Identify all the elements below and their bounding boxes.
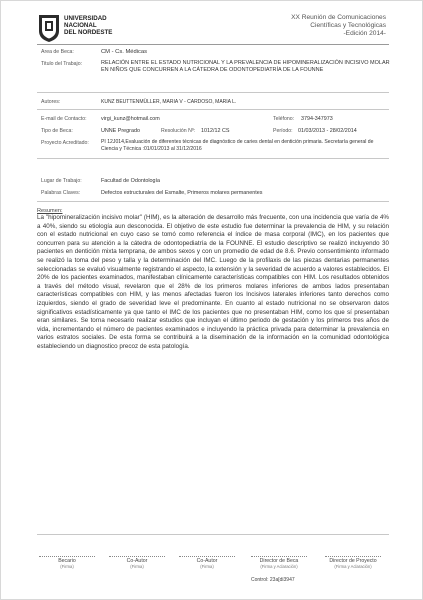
signature-line — [109, 556, 165, 557]
signature-title: Director de Proyecto — [329, 558, 377, 564]
signature-coautor-1 — [107, 556, 167, 569]
signature-director-beca — [249, 556, 309, 569]
titulo-label: Titulo del Trabajo: — [41, 61, 83, 67]
email-label: E-mail de Contacto: — [41, 116, 87, 122]
signature-title: Becario — [58, 558, 76, 564]
control-label: Control: — [251, 577, 269, 583]
titulo-value: RELACIÓN ENTRE EL ESTADO NUTRICIONAL Y LA PREVALENCIA DE HIPOMINERALIZACIÓN INCISIVO MOLAR EN NIÑOS QUE CONCURREN A LA CÁTEDRA DE ODONTOPEDIATRÍA DE LA FOUNNE — [101, 60, 390, 73]
resumen-text — [37, 214, 389, 352]
signature-becario — [37, 556, 97, 569]
area-label: Area de Beca: — [41, 49, 74, 55]
event-line2: Científicas y Tecnológicas — [310, 22, 386, 30]
signature-title: Co-Autor — [126, 558, 148, 564]
divider-5 — [37, 534, 389, 535]
resumen-title: Resumen: — [37, 208, 63, 214]
university-line1: UNIVERSIDAD — [64, 15, 107, 22]
signature-line — [39, 556, 95, 557]
control-value: 23a[di3947 — [269, 577, 295, 583]
control-footer — [251, 577, 295, 583]
periodo-value: 01/03/2013 - 28/02/2014 — [298, 128, 357, 134]
signature-line — [251, 556, 307, 557]
signature-title: Co-Autor — [196, 558, 218, 564]
divider-4 — [37, 201, 389, 202]
autores-label: Autores: — [41, 99, 61, 105]
signature-line — [179, 556, 235, 557]
area-value: CM - Cs. Médicas — [101, 49, 148, 55]
header-divider — [37, 44, 389, 45]
signature-subtitle: (Firma) — [60, 564, 74, 569]
event-line1: XX Reunión de Comunicaciones — [291, 14, 386, 21]
telefono-value: 3794-347973 — [301, 116, 333, 122]
signature-director-proyecto — [323, 556, 383, 569]
lugar-label: Lugar de Trabajo: — [41, 178, 82, 184]
divider-1 — [37, 92, 389, 93]
resolucion-label: Resolución Nº: — [161, 128, 196, 134]
divider-2 — [37, 109, 389, 110]
university-line3: DEL NORDESTE — [64, 29, 113, 37]
university-line2: NACIONAL — [64, 22, 97, 30]
telefono-label: Teléfono: — [273, 116, 295, 122]
lugar-value: Facultad de Odontología — [101, 178, 161, 184]
palabras-value: Defectos estructurales del Esmalte, Primeros molares permanentes — [101, 190, 263, 196]
periodo-label: Período: — [273, 128, 293, 134]
tipo-label: Tipo de Beca: — [41, 128, 73, 134]
university-logo — [37, 13, 157, 47]
tipo-value: UNNE Pregrado — [101, 128, 140, 134]
divider-3 — [37, 158, 389, 159]
resumen-paragraph: La "hipomineralización incisivo molar" (HIM), es la alteración de desarrollo más frecuente, con una incidencia que varía de 4% a 40%, siendo su etiología aun desconocida. El objetivo de este estudio fue determinar la prevalencia de HIM, y su relación con el estado nutricional en cuyo caso se tomó como referencia el índice de masa corporal (IMC), en los pacientes que concurren para su atención a la cátedra de odontopediatría de la FOUNNE. El estudio descriptivo se realizó incluyendo 30 pacientes en dentición mixta temprana, de ambos sexos y con un promedio de edad de 8.6. Previo consentimiento informado se realizó la toma del peso y talla y la determinación del IMC. Luego de la profilaxis de las piezas dentarias permanentes seleccionadas se evaluó visualmente registrando el aspecto, la extensión y la severidad de acuerdo a valores establecidos. El 20% de los pacientes examinados, manifestaban clínicamente características compatibles con HIM. Los resultados obtenidos a través del método visual, revelaron que el 28% de los primeros molares inferiores de ambos lados presentaban características compatibles con HIM, y las menos afectadas fueron los Incisivos laterales inferiores tanto derechos como izquierdos, siendo el grado de severidad leve el predominante. En cuanto al estado nutricional no se observaron datos significativos estadísticamente ya que tanto el IMC de los pacientes que no presentaban HIM, como los que sí presentaban eran similares. Se torna necesario realizar estudios que incluyan el último periodo de gestación y los primeros tres años de vida, incrementando el número de pacientes examinados e incluyendo la práctica privada para determinar la prevalencia en varios estratos sociales. De esta forma se contribuirá a la diseminación de la información en la comunidad odontológica estableciendo un diagnostico precoz de esta patología. — [37, 214, 389, 350]
signature-coautor-2 — [177, 556, 237, 569]
proyecto-value: PI 12J014,Evaluación de diferentes técnicas de diagnóstico de caries dental en dentición primaria. Secretaría general de Ciencia y Técnica :01/01/2013 al 31/12/2016 — [101, 139, 374, 152]
event-header — [291, 14, 386, 39]
email-value: virgi_kunz@hotmail.com — [101, 116, 160, 122]
signature-subtitle: (Firma y Aclaración) — [334, 564, 372, 569]
university-seal-icon — [37, 13, 61, 43]
palabras-label: Palabras Claves: — [41, 190, 81, 196]
university-name — [64, 15, 112, 37]
event-line3: -Edición 2014- — [343, 30, 386, 38]
signature-subtitle: (Firma) — [130, 564, 144, 569]
autores-value: KUNZ BEUTTENMÜLLER, MARIA V - CARDOSO, MARIA L. — [101, 99, 237, 105]
signature-subtitle: (Firma y Aclaración) — [260, 564, 298, 569]
proyecto-label: Proyecto Acreditado: — [41, 140, 89, 146]
signature-subtitle: (Firma) — [200, 564, 214, 569]
signature-line — [325, 556, 381, 557]
resolucion-value: 1012/12 CS — [201, 128, 230, 134]
signature-title: Director de Beca — [259, 558, 299, 564]
